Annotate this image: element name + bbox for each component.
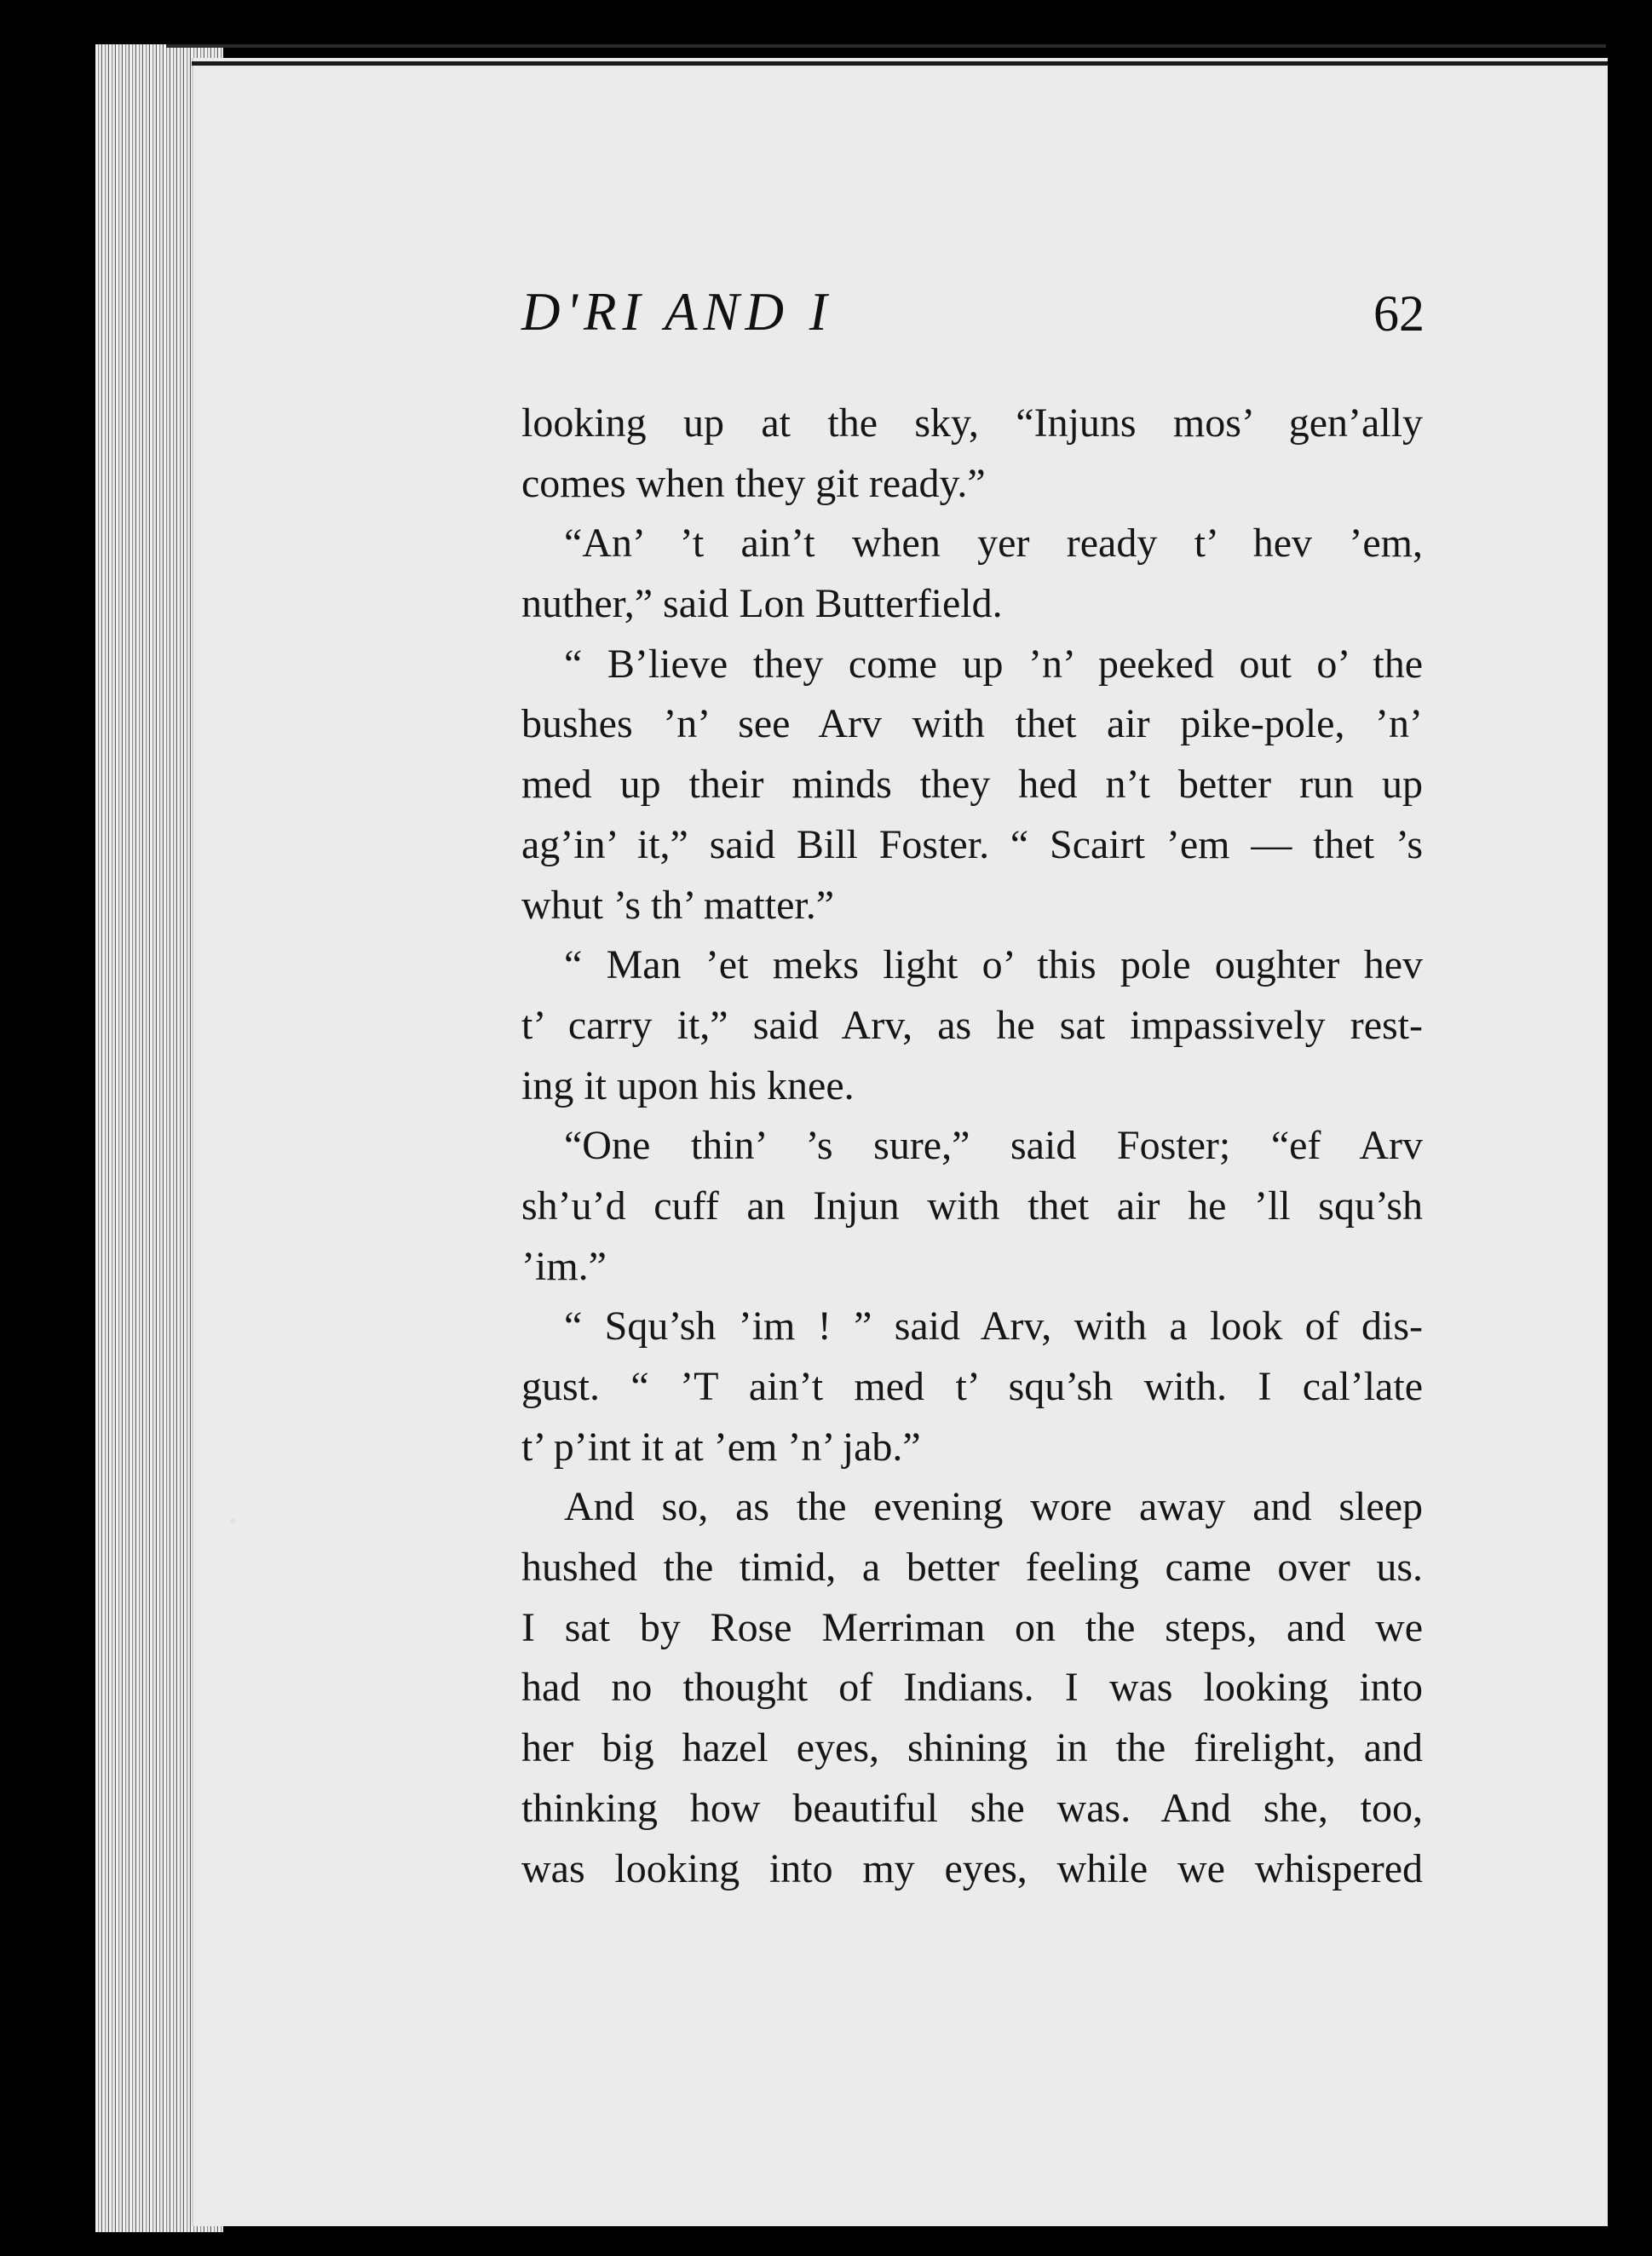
- text-line: “ B’lieve they come up ’n’ peeked out o’ the: [564, 641, 1423, 687]
- text-line: t’ p’int it at ’em ’n’ jab.”: [521, 1424, 921, 1470]
- text-line: gust. “ ’T ain’t med t’ squ’sh with. I cal’late: [521, 1364, 1423, 1409]
- page-number: 62: [1373, 285, 1425, 342]
- text-line: thinking how beautiful she was. And she, too,: [521, 1785, 1423, 1831]
- text-line: med up their minds they hed n’t better run up: [521, 762, 1423, 808]
- scan-speck: [230, 1518, 235, 1523]
- text-line: looking up at the sky, “Injuns mos’ gen’ally: [521, 400, 1423, 446]
- running-head: [521, 281, 1425, 349]
- text-line: “An’ ’t ain’t when yer ready t’ hev ’em,: [564, 521, 1423, 567]
- text-line: ing it upon his knee.: [521, 1062, 855, 1108]
- text-line: “ Man ’et meks light o’ this pole oughter hev: [564, 942, 1423, 988]
- text-line: “One thin’ ’s sure,” said Foster; “ef Arv: [564, 1123, 1423, 1169]
- text-line: sh’u’d cuff an Injun with thet air he ’ll squ’sh: [521, 1183, 1423, 1229]
- text-line: bushes ’n’ see Arv with thet air pike-pole, ’n’: [521, 701, 1423, 747]
- text-line: “ Squ’sh ’im ! ” said Arv, with a look of dis-: [564, 1304, 1423, 1350]
- running-head-title: D'RI AND I: [521, 282, 833, 342]
- text-line: nuther,” said Lon Butterfield.: [521, 581, 1003, 627]
- text-line: her big hazel eyes, shining in the firelight, and: [521, 1725, 1423, 1771]
- text-line: hushed the timid, a better feeling came over us.: [521, 1545, 1423, 1591]
- text-line: was looking into my eyes, while we whispered: [521, 1845, 1423, 1891]
- text-line: comes when they git ready.”: [521, 460, 986, 506]
- text-line: ’im.”: [521, 1243, 607, 1289]
- page-top-border: [192, 61, 1608, 66]
- text-line: had no thought of Indians. I was looking into: [521, 1665, 1423, 1711]
- book-top-edge: [166, 44, 1606, 48]
- text-line: ag’in’ it,” said Bill Foster. “ Scairt ’em — thet ’s: [521, 821, 1423, 867]
- text-line: And so, as the evening wore away and sleep: [564, 1484, 1423, 1530]
- body-text: [521, 394, 1423, 1899]
- text-line: t’ carry it,” said Arv, as he sat impassively rest-: [521, 1002, 1423, 1048]
- text-line: I sat by Rose Merriman on the steps, and we: [521, 1604, 1423, 1650]
- text-line: whut ’s th’ matter.”: [521, 882, 835, 928]
